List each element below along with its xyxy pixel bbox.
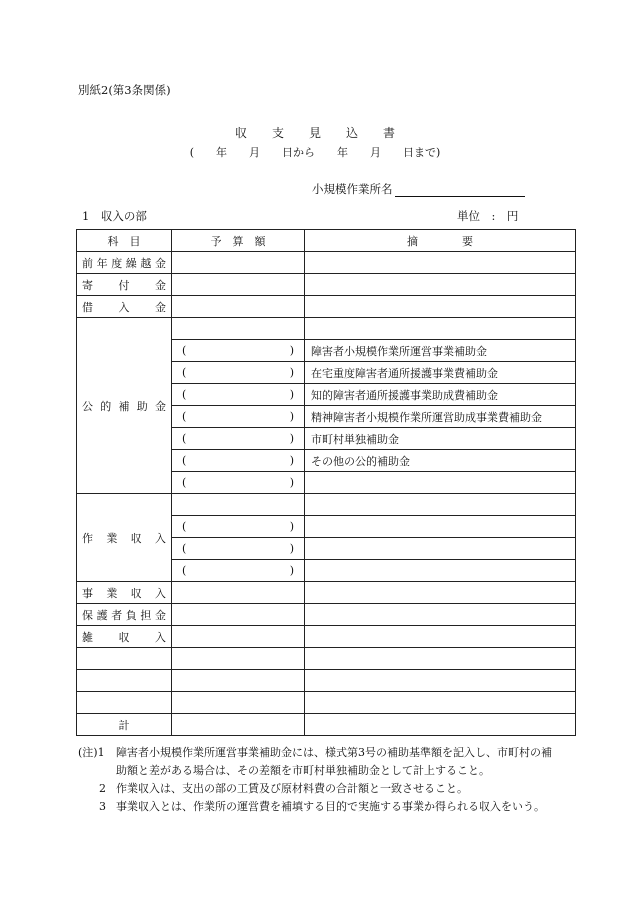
paren-open: ( (182, 454, 187, 467)
summary-cell (305, 516, 576, 538)
table-row (77, 692, 576, 714)
note-label: 2 (99, 782, 106, 795)
period-line: ( 年 月 日から 年 月 日まで) (189, 146, 441, 159)
paren-open: ( (182, 366, 187, 379)
public-item-5: 市町村単独補助金 (305, 428, 576, 450)
row-label-guardian-contribution: 保護者負担金 (77, 604, 172, 626)
budget-paren-cell (172, 454, 304, 467)
public-item-3: 知的障害者通所援護事業助成費補助金 (305, 384, 576, 406)
facility-name-underline (395, 183, 525, 197)
summary-cell (305, 560, 576, 582)
summary-cell (305, 494, 576, 516)
row-label-carryover: 前年度繰越金 (77, 252, 172, 274)
notes-block (78, 744, 558, 816)
row-label-total: 計 (77, 714, 172, 736)
budget-cell (172, 494, 305, 516)
note-text: 事業収入とは、作業所の運営費を補填する目的で実施する事業か得られる収入をいう。 (116, 800, 545, 813)
budget-paren-cell (172, 366, 304, 379)
paren-open: ( (182, 564, 187, 577)
unit-label: 単位 : 円 (457, 209, 519, 223)
blank-label-cell (77, 692, 172, 714)
income-table (76, 229, 576, 736)
budget-paren-cell (172, 388, 304, 401)
paren-open: ( (182, 388, 187, 401)
budget-paren-cell (172, 520, 304, 533)
budget-cell (172, 274, 305, 296)
summary-cell (305, 604, 576, 626)
paren-open: ( (182, 344, 187, 357)
note-label: (注)1 (78, 746, 105, 759)
table-row (77, 296, 576, 318)
paren-open: ( (182, 410, 187, 423)
table-row (77, 626, 576, 648)
summary-cell (305, 626, 576, 648)
paren-close: ) (289, 454, 294, 467)
public-item-6: その他の公的補助金 (305, 450, 576, 472)
paren-close: ) (289, 432, 294, 445)
budget-cell (172, 604, 305, 626)
public-item-1: 障害者小規模作業所運営事業補助金 (305, 340, 576, 362)
paren-close: ) (289, 520, 294, 533)
budget-cell (172, 318, 305, 340)
budget-paren-cell (172, 432, 304, 445)
summary-cell (305, 274, 576, 296)
summary-cell (305, 648, 576, 670)
table-row (77, 582, 576, 604)
table-row (77, 604, 576, 626)
budget-paren-cell (172, 476, 304, 489)
note-item (78, 798, 558, 816)
table-row (77, 318, 576, 340)
row-label-public-subsidy: 公的補助金 (77, 318, 172, 494)
row-label-work-income: 作業収入 (77, 494, 172, 582)
summary-cell (305, 714, 576, 736)
summary-cell (305, 582, 576, 604)
paren-close: ) (289, 388, 294, 401)
paren-open: ( (182, 432, 187, 445)
paren-close: ) (289, 476, 294, 489)
blank-label-cell (77, 670, 172, 692)
public-item-4: 精神障害者小規模作業所運営助成事業費補助金 (305, 406, 576, 428)
budget-cell (172, 670, 305, 692)
public-item-2: 在宅重度障害者通所援護事業費補助金 (305, 362, 576, 384)
row-label-donations: 寄付金 (77, 274, 172, 296)
budget-cell (172, 692, 305, 714)
budget-cell (172, 714, 305, 736)
paren-open: ( (182, 476, 187, 489)
table-row (77, 670, 576, 692)
facility-label: 小規模作業所名 (312, 182, 393, 196)
paren-open: ( (182, 542, 187, 555)
row-label-misc-income: 雑収入 (77, 626, 172, 648)
summary-cell (305, 538, 576, 560)
budget-paren-cell (172, 564, 304, 577)
budget-cell (172, 626, 305, 648)
total-row (77, 714, 576, 736)
header-subject: 科 目 (77, 230, 172, 252)
summary-cell (305, 318, 576, 340)
paren-open: ( (182, 520, 187, 533)
paren-close: ) (289, 344, 294, 357)
summary-cell (305, 296, 576, 318)
note-text: 障害者小規模作業所運営事業補助金には、様式第3号の補助基準額を記入し、市町村の補助額と差がある場合は、その差額を市町村単独補助金として計上すること。 (116, 746, 552, 777)
budget-cell (172, 582, 305, 604)
summary-cell (305, 670, 576, 692)
budget-paren-cell (172, 344, 304, 357)
paren-close: ) (289, 410, 294, 423)
row-label-borrowings: 借入金 (77, 296, 172, 318)
header-budget: 予 算 額 (172, 230, 305, 252)
row-label-business-income: 事業収入 (77, 582, 172, 604)
section-heading: 1 収入の部 (82, 209, 147, 223)
paren-close: ) (289, 366, 294, 379)
document-title: 収支見込書 (234, 126, 420, 140)
summary-cell (305, 692, 576, 714)
header-summary: 摘 要 (305, 230, 576, 252)
budget-cell (172, 296, 305, 318)
note-text: 作業収入は、支出の部の工賃及び原材料費の合計額と一致させること。 (116, 782, 468, 795)
table-row (77, 274, 576, 296)
paren-close: ) (289, 564, 294, 577)
facility-name-field (312, 181, 525, 197)
budget-paren-cell (172, 410, 304, 423)
blank-label-cell (77, 648, 172, 670)
public-item-7 (305, 472, 576, 494)
table-header-row (77, 230, 576, 252)
table-row (77, 494, 576, 516)
table-row (77, 648, 576, 670)
note-label: 3 (99, 800, 106, 813)
budget-paren-cell (172, 542, 304, 555)
summary-cell (305, 252, 576, 274)
budget-cell (172, 252, 305, 274)
note-item (78, 744, 558, 780)
table-row (77, 252, 576, 274)
document-reference: 別紙2(第3条関係) (78, 83, 171, 97)
paren-close: ) (289, 542, 294, 555)
budget-cell (172, 648, 305, 670)
note-item (78, 780, 558, 798)
